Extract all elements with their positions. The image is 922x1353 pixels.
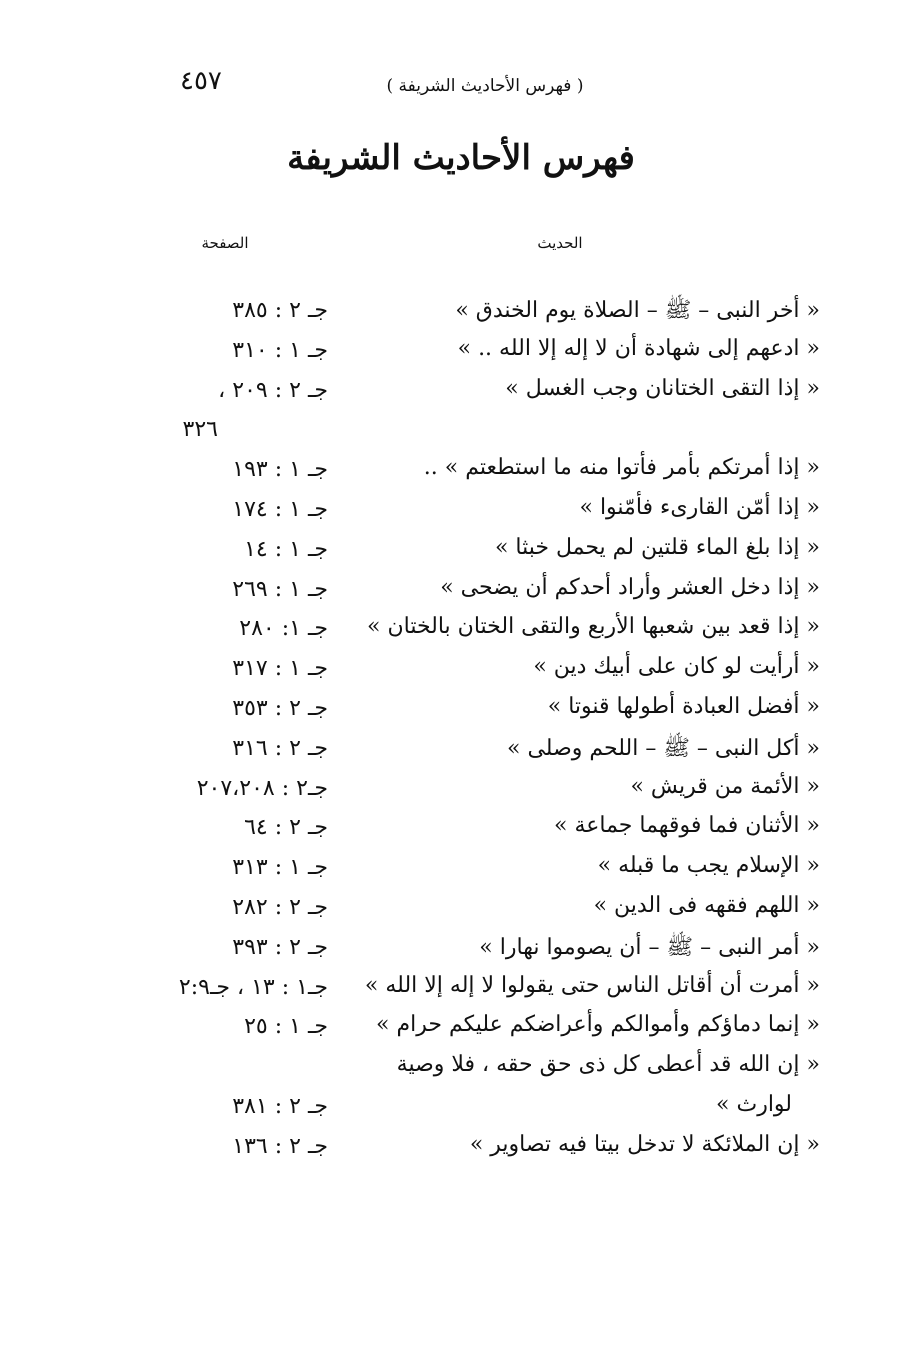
- page-title: فهرس الأحاديث الشريفة: [287, 138, 635, 178]
- index-entry: [0, 853, 922, 893]
- index-entry: [0, 973, 922, 1013]
- index-entry: [0, 1132, 922, 1172]
- index-entry: [0, 455, 922, 495]
- index-entry: [0, 734, 922, 774]
- page-reference: جـ ١ : ١٤: [244, 536, 328, 562]
- page-reference: جـ ٢ : ٢٠٩ ،: [218, 377, 328, 403]
- hadith-text: « الأثنان فما فوقهما جماعة »: [553, 813, 820, 839]
- page-reference: جـ ١ : ٢٦٩: [232, 576, 328, 602]
- page-reference: جـ ٢ : ٣٥٣: [232, 695, 328, 721]
- index-entry: [0, 336, 922, 376]
- index-entry: [0, 1052, 922, 1092]
- index-entry: [0, 893, 922, 933]
- hadith-text: « إن الله قد أعطى كل ذى حق حقه ، فلا وصية: [396, 1052, 820, 1078]
- running-header: ( فهرس الأحاديث الشريفة ): [386, 76, 584, 96]
- index-entry: [0, 1012, 922, 1052]
- hadith-text: « أفضل العبادة أطولها قنوتا »: [547, 693, 820, 719]
- index-entry: [0, 1092, 922, 1132]
- column-header-page: الصفحة: [201, 234, 249, 252]
- page-reference: جـ ١ : ٢٥: [244, 1014, 328, 1040]
- hadith-text: « أرأيت لو كان على أبيك دين »: [533, 654, 820, 680]
- index-entry: [0, 774, 922, 814]
- hadith-text: « أمر النبى – ﷺ – أن يصوموا نهارا »: [479, 934, 820, 960]
- page-reference: جـ ٢ : ٣٨١: [232, 1093, 328, 1119]
- index-entry: [0, 296, 922, 336]
- page-reference: جـ ١ : ٣١٠: [232, 337, 328, 363]
- page-reference: جـ ٢ : ١٣٦: [232, 1133, 328, 1159]
- hadith-text: « إن الملائكة لا تدخل بيتا فيه تصاوير »: [469, 1131, 820, 1157]
- page-reference: جـ ٢ : ٣٨٥: [232, 298, 328, 323]
- page-reference: جـ ٢ : ٣١٦: [232, 735, 328, 761]
- page-reference: جـ ١ : ١٧٤: [232, 496, 328, 522]
- hadith-text: « إذا أمّن القارىء فأمّنوا »: [579, 494, 820, 520]
- index-entry: [0, 495, 922, 535]
- hadith-text: « إذا بلغ الماء قلتين لم يحمل خبثا »: [494, 534, 820, 560]
- hadith-text: « الإسلام يجب ما قبله »: [597, 853, 820, 879]
- page-reference: جـ ٢ : ٣٩٣: [232, 934, 328, 960]
- page-reference-continuation: ٣٢٦: [182, 417, 218, 443]
- page-number: ٤٥٧: [180, 66, 222, 96]
- hadith-text: « أخر النبى – ﷺ – الصلاة يوم الخندق »: [455, 298, 820, 323]
- page-reference: جـ ١: ٢٨٠: [239, 616, 328, 642]
- hadith-text: « إنما دماؤكم وأموالكم وأعراضكم عليكم حرام »: [376, 1012, 820, 1038]
- page-reference: جـ ١ : ١٩٣: [232, 457, 328, 483]
- hadith-text: لوارث »: [716, 1091, 792, 1117]
- hadith-text: « إذا التقى الختانان وجب الغسل »: [505, 375, 820, 401]
- hadith-text: « الأئمة من قريش »: [630, 773, 820, 799]
- hadith-index-list: [0, 296, 922, 1172]
- index-entry: [0, 376, 922, 416]
- hadith-text: « أمرت أن أقاتل الناس حتى يقولوا لا إله إلا الله »: [364, 972, 820, 998]
- hadith-text: « إذا قعد بين شعبها الأربع والتقى الختان بالختان »: [367, 614, 820, 640]
- index-entry-continuation: [0, 415, 922, 455]
- page-reference: جـ ١ : ٣١٧: [232, 656, 328, 682]
- index-entry: [0, 694, 922, 734]
- hadith-text: « إذا دخل العشر وأراد أحدكم أن يضحى »: [440, 574, 820, 600]
- page-reference: جـ ١ : ٣١٣: [232, 855, 328, 881]
- index-entry: [0, 575, 922, 615]
- index-entry: [0, 813, 922, 853]
- index-entry: [0, 614, 922, 654]
- page-reference: جـ ٢ : ٢٨٢: [232, 894, 328, 920]
- index-entry: [0, 654, 922, 694]
- hadith-text: « إذا أمرتكم بأمر فأتوا منه ما استطعتم » ..: [423, 455, 820, 481]
- hadith-text: « أكل النبى – ﷺ – اللحم وصلى »: [507, 735, 820, 761]
- page-reference: جـ١ : ١٣ ، جـ٢:٩: [178, 974, 328, 1000]
- column-header-hadith: الحديث: [537, 234, 583, 252]
- hadith-text: « اللهم فقهه فى الدين »: [593, 892, 820, 918]
- hadith-text: « ادعهم إلى شهادة أن لا إله إلا الله .. »: [457, 335, 820, 361]
- index-entry: [0, 535, 922, 575]
- page-reference: جـ٢ : ٢٠٧،٢٠٨: [196, 775, 328, 801]
- index-entry: [0, 933, 922, 973]
- page-reference: جـ ٢ : ٦٤: [244, 815, 328, 841]
